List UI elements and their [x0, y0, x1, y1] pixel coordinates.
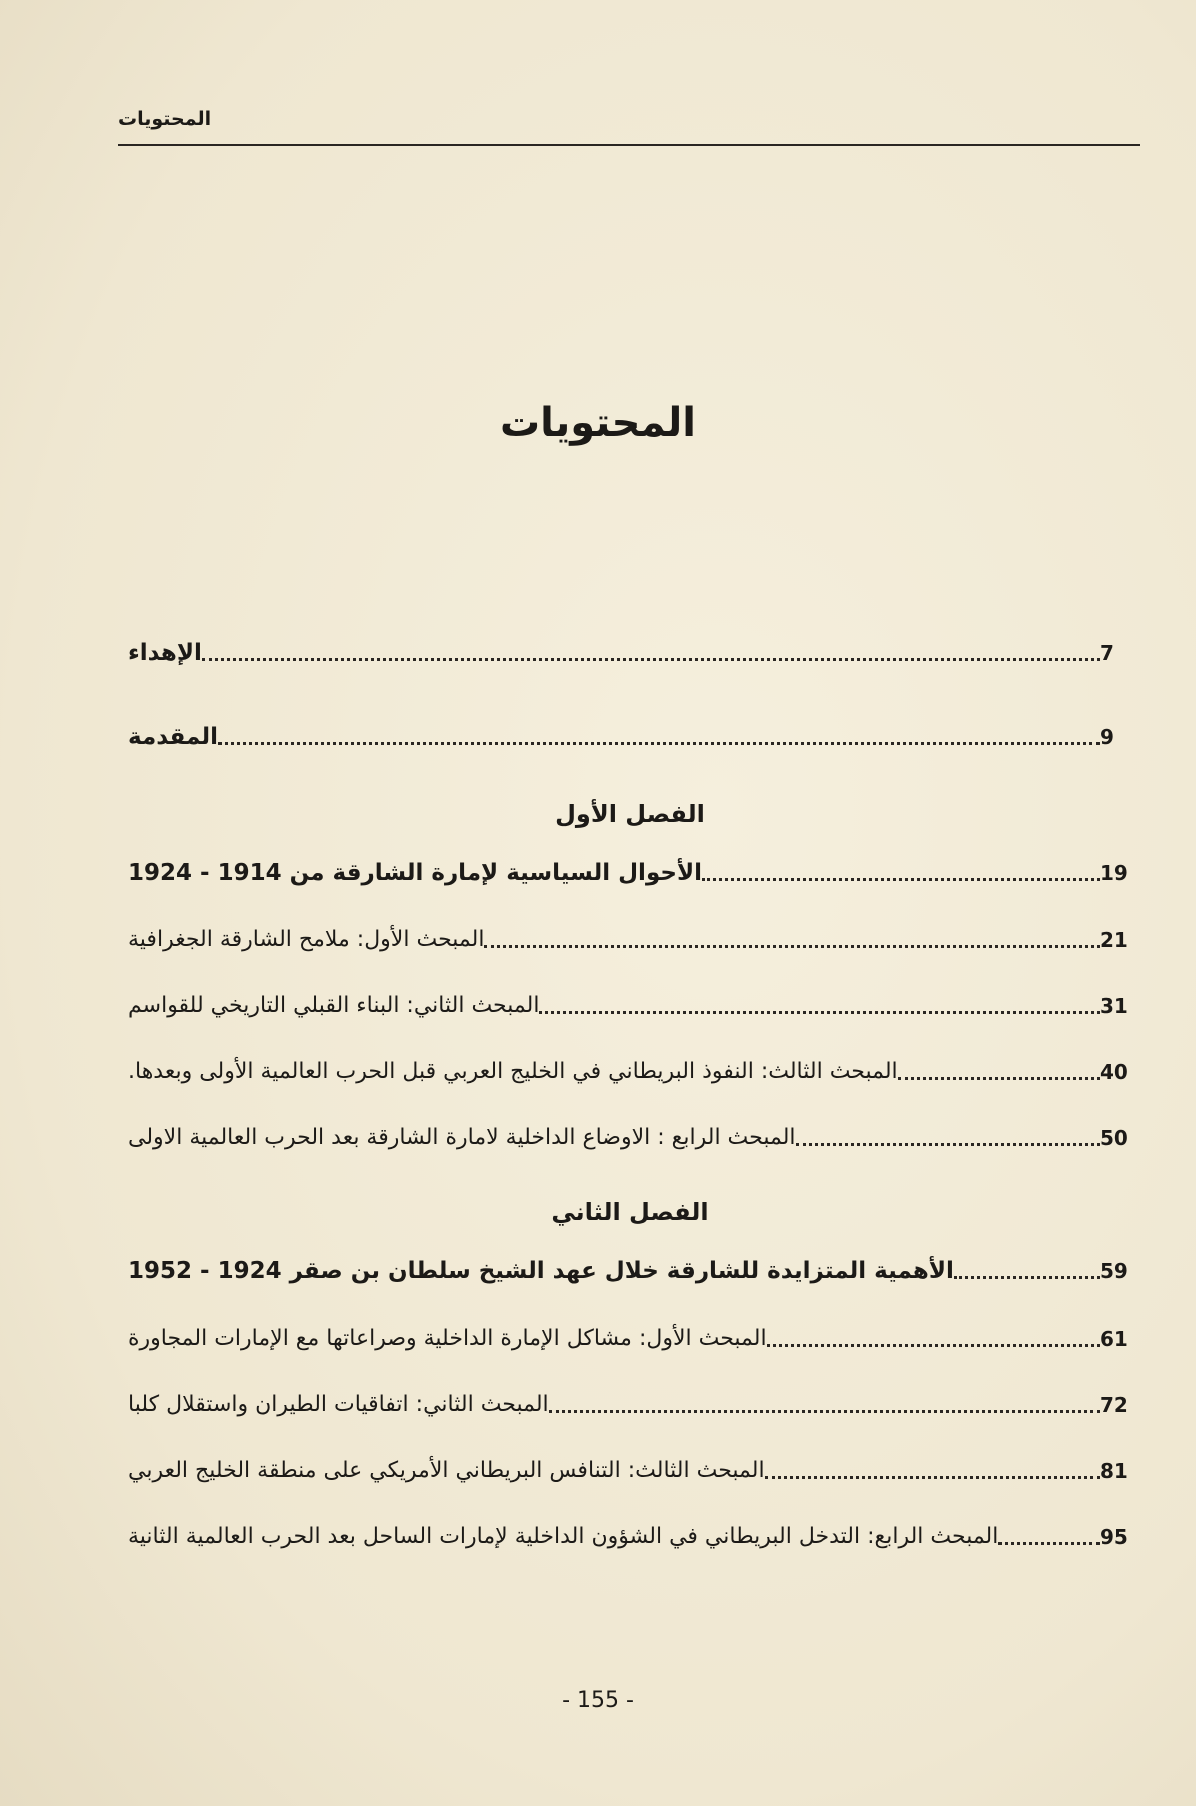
dot-leader: [484, 945, 1100, 948]
dot-leader: [954, 1276, 1100, 1279]
toc-chapter-title-2[interactable]: [118, 1246, 1142, 1286]
toc-entry-label: المبحث الرابع: التدخل البريطاني في الشؤون الداخلية لإمارات الساحل بعد الحرب العالمية الثانية: [128, 1524, 999, 1549]
toc-entry-label: الأهمية المتزايدة للشارقة خلال عهد الشيخ سلطان بن صقر 1924 - 1952: [128, 1258, 954, 1284]
toc-page-number: 95: [1100, 1525, 1128, 1549]
toc-page-number: 81: [1100, 1459, 1128, 1483]
chapter-heading-1: الفصل الأول: [555, 800, 705, 828]
toc-entry-label: المبحث الأول: ملامح الشارقة الجغرافية: [128, 927, 485, 952]
dot-leader: [539, 1011, 1100, 1014]
toc-section[interactable]: [118, 915, 1142, 955]
dot-leader: [898, 1077, 1100, 1080]
table-of-contents: [118, 0, 1142, 1806]
toc-section[interactable]: [118, 1380, 1142, 1420]
toc-entry-label: المبحث الأول: مشاكل الإمارة الداخلية وصراعاتها مع الإمارات المجاورة: [128, 1326, 767, 1351]
toc-section[interactable]: [118, 1113, 1142, 1153]
toc-section[interactable]: [118, 1314, 1142, 1354]
toc-entry-label: المبحث الرابع : الاوضاع الداخلية لامارة الشارقة بعد الحرب العالمية الاولى: [128, 1125, 796, 1150]
toc-entry-label: المبحث الثالث: النفوذ البريطاني في الخليج العربي قبل الحرب العالمية الأولى وبعدها.: [128, 1059, 898, 1084]
toc-section[interactable]: [118, 1512, 1142, 1552]
dot-leader: [765, 1476, 1100, 1479]
toc-page-number: 21: [1100, 928, 1128, 952]
toc-section[interactable]: [118, 981, 1142, 1021]
toc-entry-label: المقدمة: [128, 724, 218, 750]
running-head: المحتويات: [118, 108, 212, 130]
toc-section[interactable]: [118, 1446, 1142, 1486]
page-title: المحتويات: [499, 400, 696, 446]
dot-leader: [549, 1410, 1100, 1413]
dot-leader: [202, 658, 1100, 661]
toc-entry-label: المبحث الثالث: التنافس البريطاني الأمريكي على منطقة الخليج العربي: [128, 1458, 765, 1483]
dot-leader: [218, 742, 1100, 745]
page-number-footer: - 155 -: [562, 1688, 634, 1713]
dot-leader: [767, 1344, 1100, 1347]
toc-chapter-title-1[interactable]: [118, 848, 1142, 888]
toc-entry-dedication[interactable]: [118, 628, 1142, 668]
toc-entry-label: الإهداء: [128, 640, 202, 666]
toc-page-number: 19: [1100, 861, 1128, 885]
dot-leader: [796, 1143, 1100, 1146]
toc-page-number: 50: [1100, 1126, 1128, 1150]
dot-leader: [702, 878, 1100, 881]
toc-entry-label: الأحوال السياسية لإمارة الشارقة من 1914 - 1924: [128, 860, 702, 886]
chapter-heading-2: الفصل الثاني: [551, 1198, 709, 1226]
toc-entry-label: المبحث الثاني: البناء القبلي التاريخي للقواسم: [128, 993, 540, 1018]
toc-entry-introduction[interactable]: [118, 712, 1142, 752]
toc-page-number: 72: [1100, 1393, 1128, 1417]
toc-page-number: 59: [1100, 1259, 1128, 1283]
toc-page-number: 40: [1100, 1060, 1128, 1084]
toc-page-number: 9: [1100, 725, 1114, 749]
toc-section[interactable]: [118, 1047, 1142, 1087]
toc-page-number: 7: [1100, 641, 1114, 665]
dot-leader: [998, 1542, 1100, 1545]
toc-page-number: 31: [1100, 994, 1128, 1018]
toc-entry-label: المبحث الثاني: اتفاقيات الطيران واستقلال كلبا: [128, 1392, 549, 1417]
toc-page-number: 61: [1100, 1327, 1128, 1351]
